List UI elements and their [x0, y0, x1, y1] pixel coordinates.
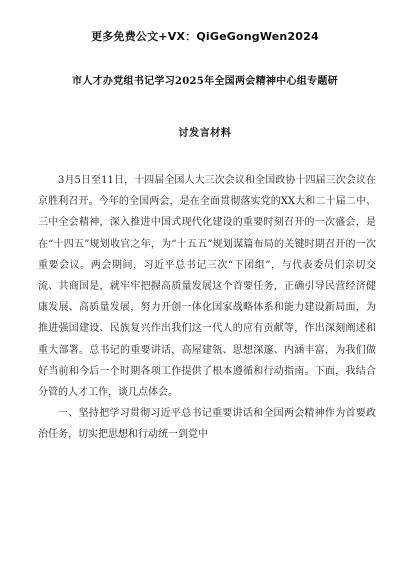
document-body: [38, 170, 376, 446]
body-paragraph-2: 一、坚持把学习贯彻习近平总书记重要讲话和全国两会精神作为首要政治任务，切实把思想和行动统一到党中: [38, 408, 376, 441]
promo-header: 更多免费公文+VX：QiGeGongWen2024: [91, 30, 319, 43]
document-title: 市人才办党组书记学习2025年全国两会精神中心组专题研: [72, 76, 338, 87]
body-paragraph-1: 3月5日至11日，十四届全国人大三次会议和全国政协十四届三次会议在京胜利召开。今年的全国两会，是在全面贯彻落实党的XX大和二十届二中、三中全会精神，深入推进中国式现代化建设的重要时刻召开的一次盛会，是在“十四五”规划收官之年，为“十五五”规划谋篇布局的关键时期召开的一次重要会议。两会期间，习近平总书记三次“下团组”，与代表委员们亲切交流、共商国是，就牢牢把握高质量发展这个首要任务，正确引导民营经济健康发展、高质量发展，努力开创一体化国家战略体系和能力建设新局面，为推进强国建设、民族复兴作出我们这一代人的应有贡献等，作出深刻阐述和重大部署。总书记的重要讲话，高屋建瓴、思想深邃、内涵丰富，为我们做好当前和今后一个时期各项工作提供了根本遵循和行动指南。下面，我结合分管的人才工作，谈几点体会。: [38, 175, 376, 399]
document-subtitle: 讨发言材料: [178, 128, 232, 139]
